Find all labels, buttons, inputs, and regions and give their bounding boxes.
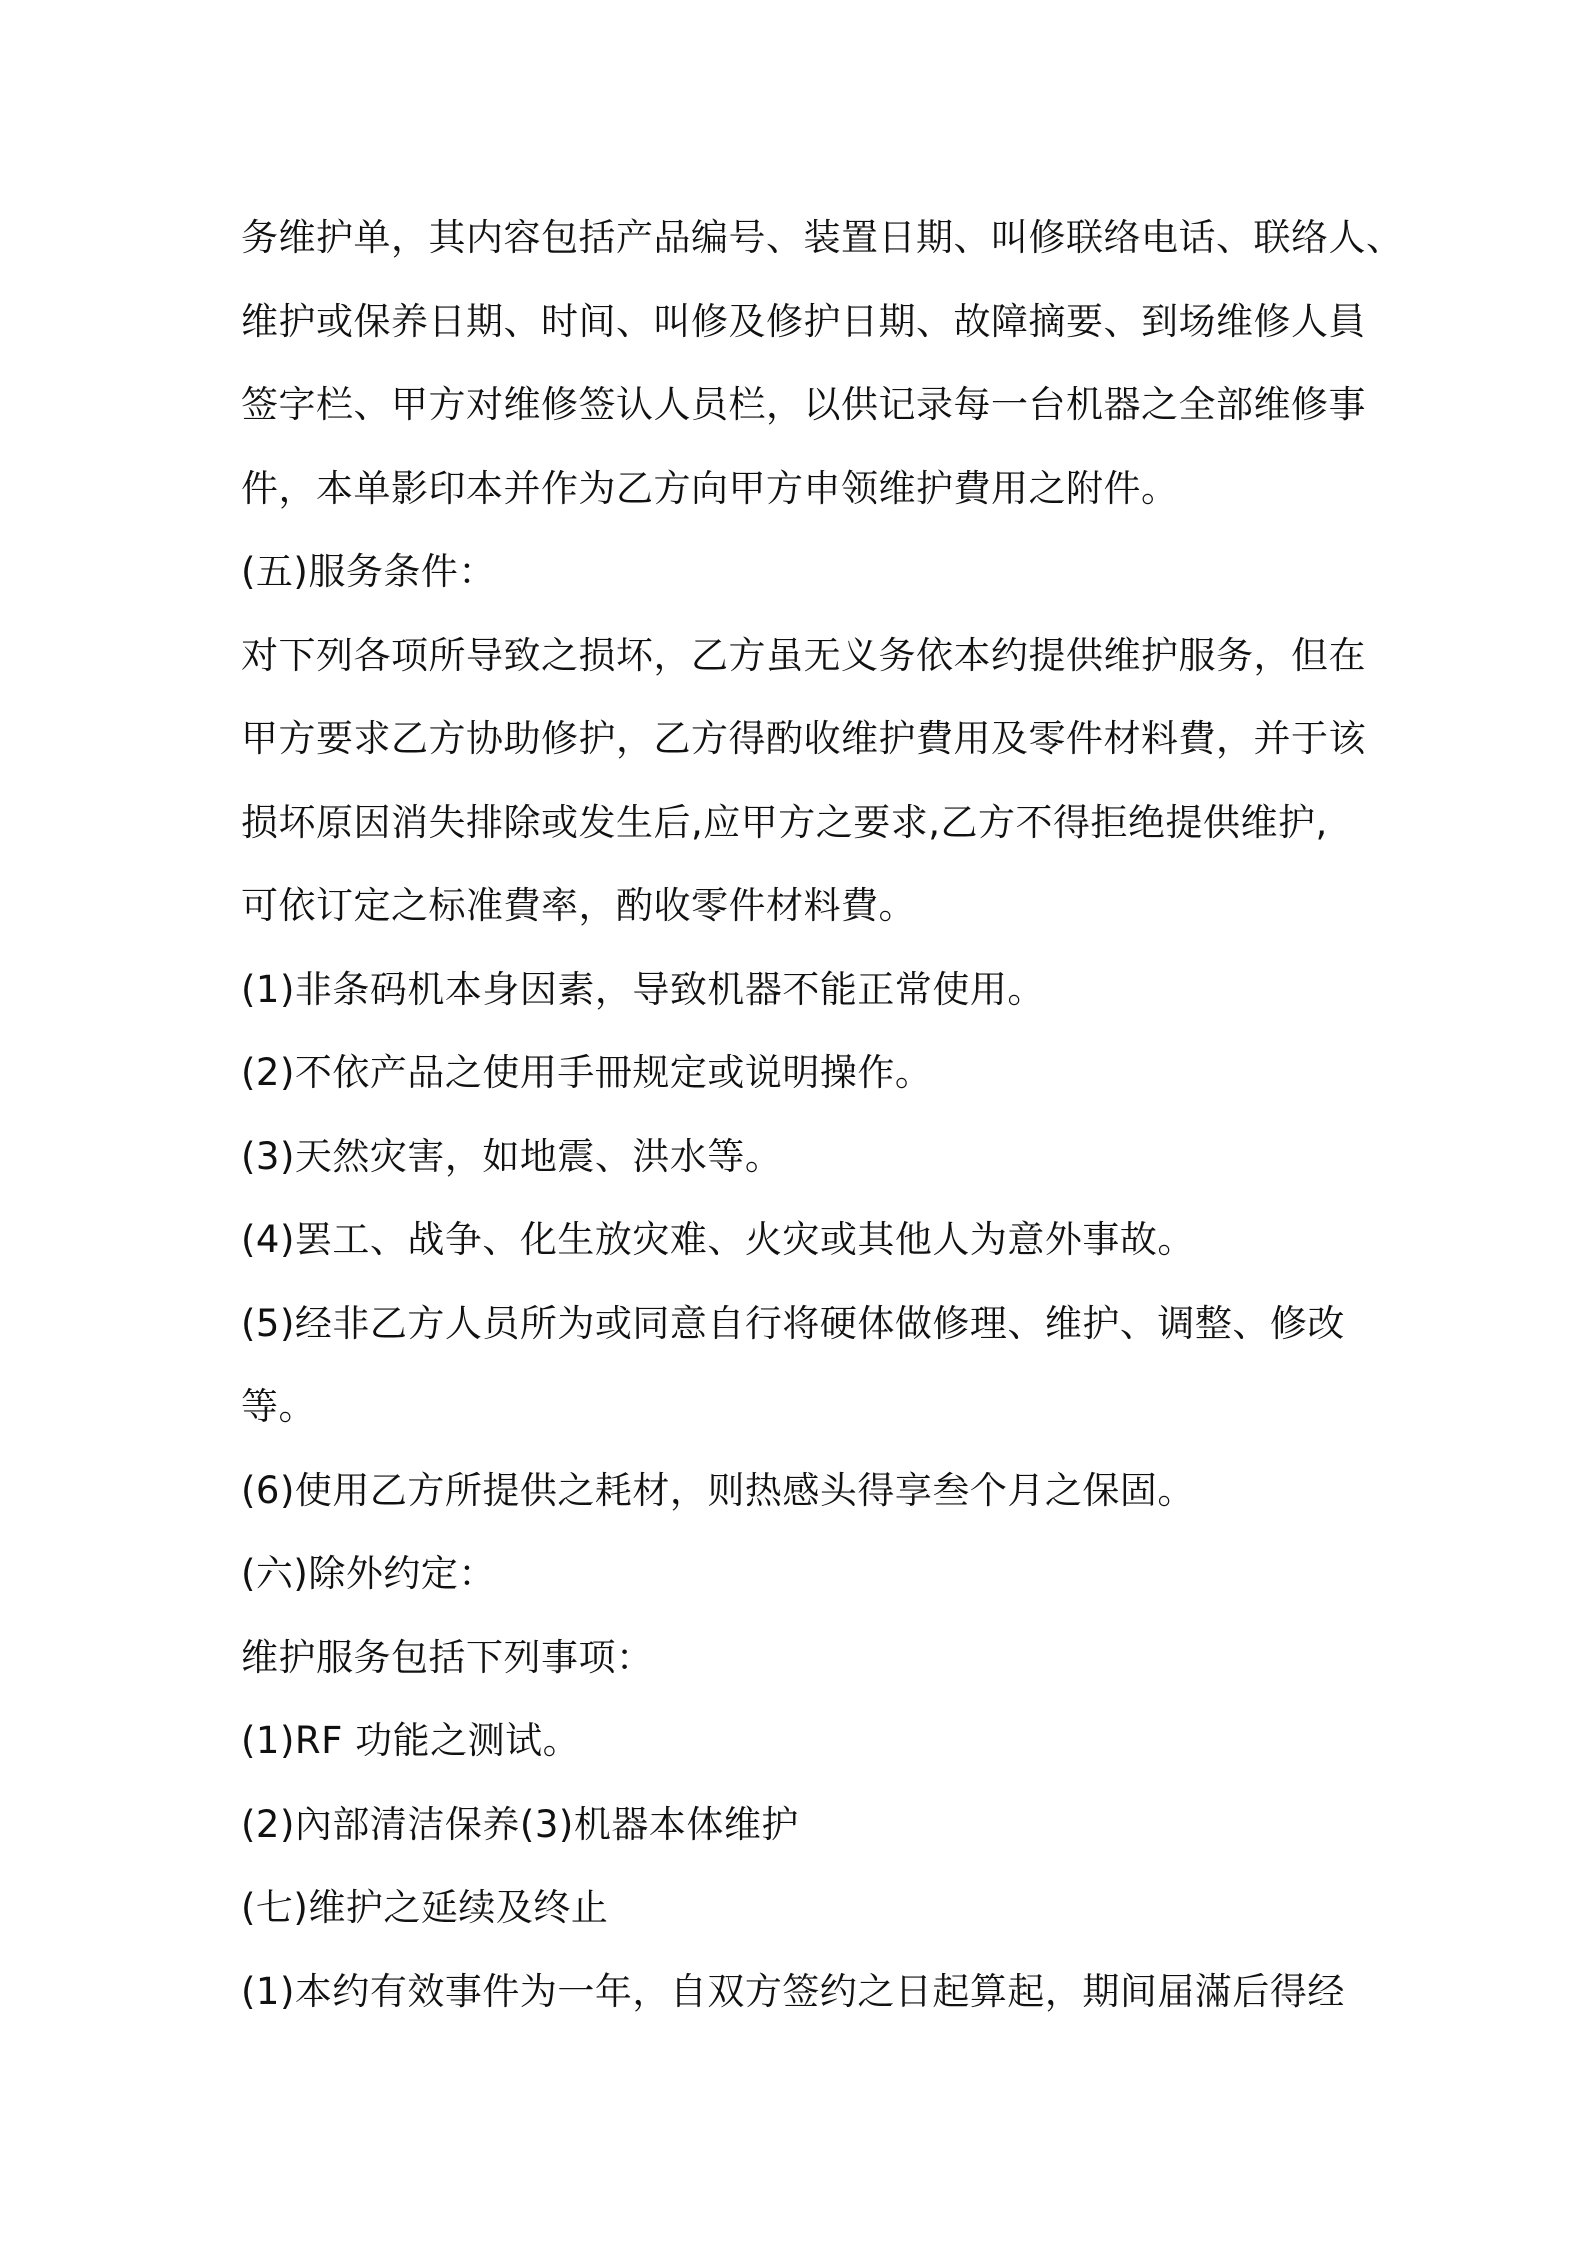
- document-body: [241, 196, 1404, 2033]
- section-heading: (五)服务条件：: [241, 550, 496, 593]
- text-line: 等。: [241, 1385, 316, 1428]
- list-item: (3)天然灾害，如地震、洪水等。: [241, 1134, 783, 1178]
- list-item: (5)经非乙方人员所为或同意自行将硬体做修理、维护、调整、修改: [241, 1301, 1345, 1345]
- list-item: (4)罢工、战争、化生放灾难、火灾或其他人为意外事故。: [241, 1218, 1195, 1261]
- text-line: 件，本单影印本并作为乙方向甲方申领维护費用之附件。: [241, 466, 1179, 510]
- list-item: (1)RF 功能之测试。: [241, 1719, 581, 1762]
- text-line: 签字栏、甲方对维修签认人员栏，以供记录每一台机器之全部维修事: [241, 383, 1366, 426]
- text-line: 维护服务包括下列事项：: [241, 1635, 654, 1679]
- text-line: 对下列各项所导致之损坏，乙方虽无义务依本约提供维护服务，但在: [241, 633, 1366, 677]
- section-heading: (六)除外约定：: [241, 1552, 496, 1595]
- text-line: 甲方要求乙方协助修护，乙方得酌收维护費用及零件材料費，并于该: [241, 717, 1366, 760]
- text-line: 务维护单，其内容包括产品编号、装置日期、叫修联络电话、联络人、: [241, 216, 1404, 259]
- text-line: 损坏原因消失排除或发生后,应甲方之要求,乙方不得拒绝提供维护,: [241, 800, 1328, 844]
- section-heading: (七)维护之延续及终止: [241, 1886, 609, 1929]
- list-item: (6)使用乙方所提供之耗材，则热感头得享叁个月之保固。: [241, 1468, 1195, 1512]
- list-item: (1)非条码机本身因素，导致机器不能正常使用。: [241, 967, 1045, 1011]
- text-line: 维护或保养日期、时间、叫修及修护日期、故障摘要、到场维修人員: [241, 299, 1366, 343]
- list-item: (1)本约有效事件为一年，自双方签约之日起算起，期间届滿后得经: [241, 1969, 1345, 2013]
- list-item: (2)內部清洁保养(3)机器本体维护: [241, 1802, 799, 1846]
- list-item: (2)不依产品之使用手冊规定或说明操作。: [241, 1051, 933, 1094]
- text-line: 可依订定之标准費率，酌收零件材料費。: [241, 884, 916, 927]
